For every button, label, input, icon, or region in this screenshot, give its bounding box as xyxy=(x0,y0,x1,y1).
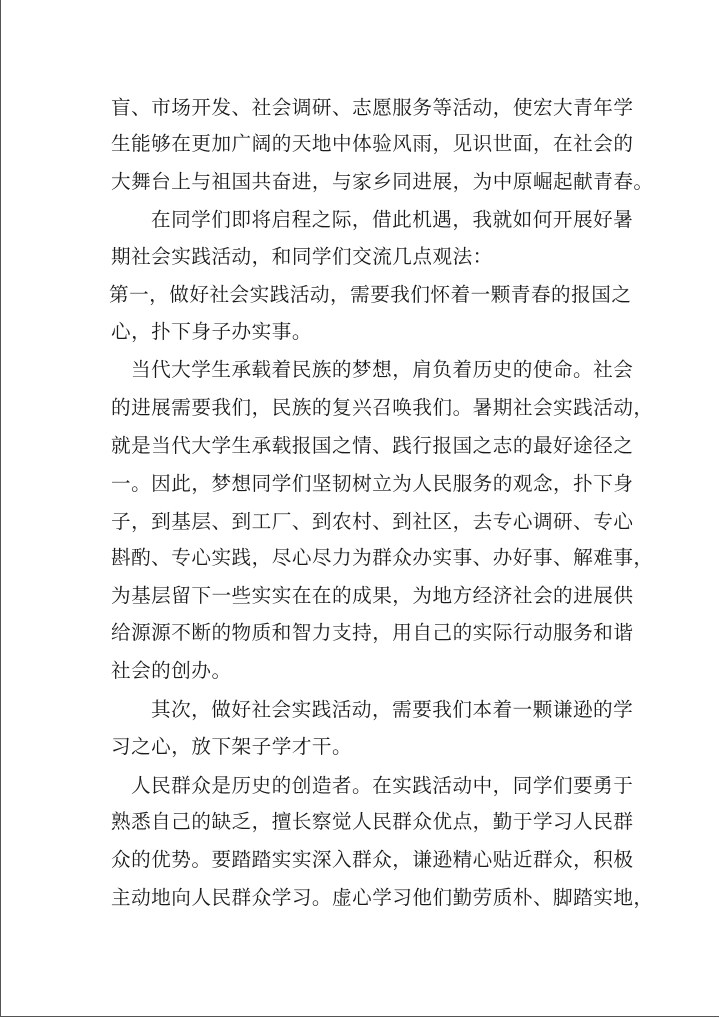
text-line-2: 生能够在更加广阔的天地中体验风雨，见识世面，在社会的 xyxy=(111,132,634,155)
text-line-9: 的进展需要我们，民族的复兴召唤我们。暑期社会实践活动， xyxy=(111,396,654,419)
text-line-7: 心，扑下身子办实事。 xyxy=(111,320,312,343)
text-line-17: 其次，做好社会实践活动，需要我们本着一颗谦逊的学 xyxy=(151,698,634,721)
text-line-13: 斟酌、专心实践，尽心尽力为群众办实事、办好事、解难事， xyxy=(111,546,654,569)
text-line-11: 一。因此，梦想同学们坚韧树立为人民服务的观念，扑下身 xyxy=(111,472,634,495)
text-line-15: 给源源不断的物质和智力支持，用自己的实际行动服务和谐 xyxy=(111,621,634,644)
text-line-22: 主动地向人民群众学习。虚心学习他们勤劳质朴、脚踏实地， xyxy=(111,886,654,909)
text-line-6: 第一，做好社会实践活动，需要我们怀着一颗青春的报国之 xyxy=(109,283,632,306)
text-line-10: 就是当代大学生承载报国之情、践行报国之志的最好途径之 xyxy=(111,434,634,457)
text-line-21: 众的优势。要踏踏实实深入群众，谦逊精心贴近群众，积极 xyxy=(111,848,634,871)
text-line-16: 社会的创办。 xyxy=(111,659,232,682)
text-line-14: 为基层留下一些实实在在的成果，为地方经济社会的进展供 xyxy=(111,584,634,607)
text-line-12: 子，到基层、到工厂、到农村、到社区，去专心调研、专心 xyxy=(111,510,634,533)
text-line-20: 熟悉自己的缺乏，擅长察觉人民群众优点，勤于学习人民群 xyxy=(111,810,634,833)
text-line-3: 大舞台上与祖国共奋进，与家乡同进展，为中原崛起献青春。 xyxy=(111,170,654,193)
text-line-8: 当代大学生承载着民族的梦想，肩负着历史的使命。社会 xyxy=(131,358,634,381)
text-line-19: 人民群众是历史的创造者。在实践活动中，同学们要勇于 xyxy=(131,774,634,797)
text-line-18: 习之心，放下架子学才干。 xyxy=(111,735,353,758)
text-line-4: 在同学们即将启程之际，借此机遇，我就如何开展好暑 xyxy=(151,208,634,231)
text-line-5: 期社会实践活动，和同学们交流几点观法： xyxy=(111,245,493,268)
text-line-1: 盲、市场开发、社会调研、志愿服务等活动，使宏大青年学 xyxy=(111,96,634,119)
